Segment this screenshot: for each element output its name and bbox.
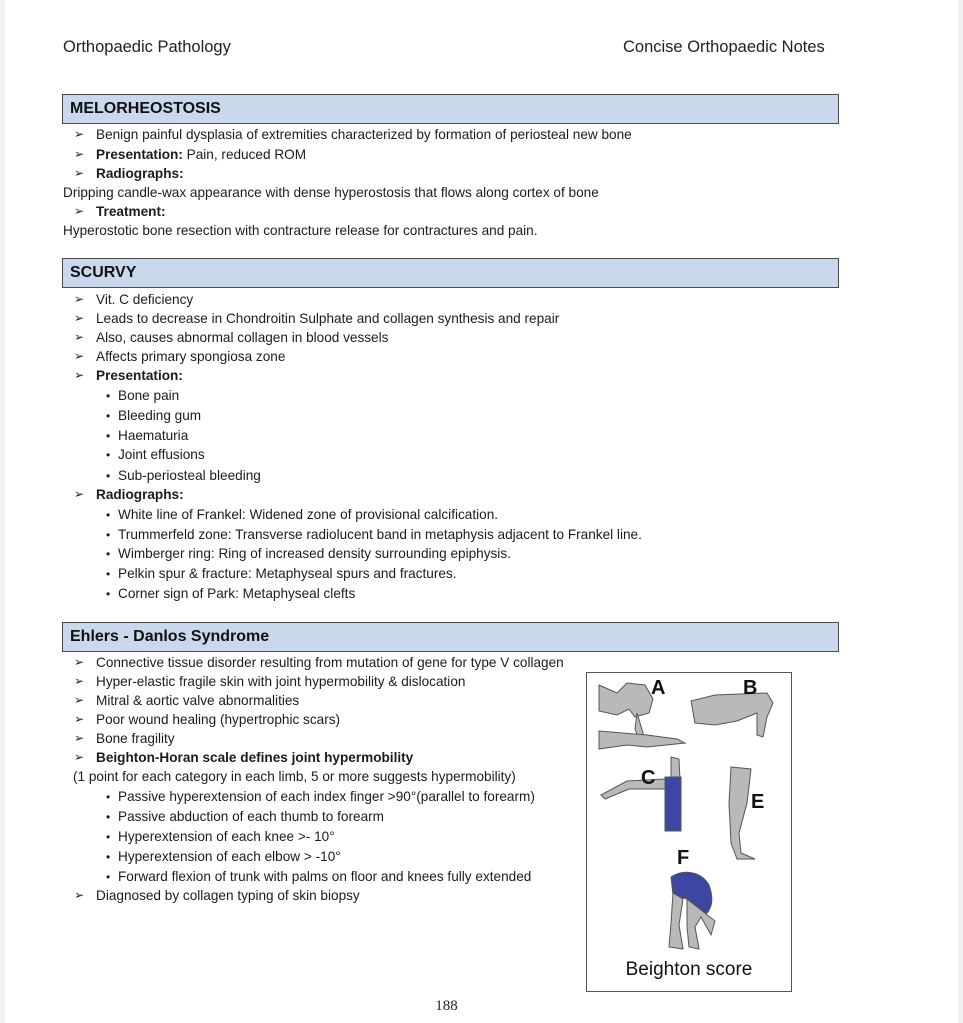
list-item [96,145,306,164]
presentation-label: Presentation: [96,368,183,383]
dot-bullet-icon: • [106,508,111,522]
panel-b-thumb-icon [691,693,773,737]
arrow-bullet-icon: ➢ [74,888,85,902]
radiographs-label: Radiographs: [96,166,184,181]
dot-bullet-icon: • [106,389,111,403]
radiographs-text: Dripping candle-wax appearance with dense hyperostosis that flows along cortex of bone [63,185,599,200]
list-item: Vit. C deficiency [96,292,194,307]
dot-bullet-icon: • [106,870,111,884]
arrow-bullet-icon: ➢ [74,311,85,325]
figure-label-b: B [743,677,758,699]
sub-list-item: • Corner sign of Park: Metaphyseal clefts [106,584,355,604]
dot-bullet-icon: • [106,448,111,462]
arrow-bullet-icon: ➢ [74,487,85,501]
running-header-right: Concise Orthopaedic Notes [623,38,825,56]
arrow-bullet-icon: ➢ [74,292,85,306]
figure-label-c: C [641,767,656,789]
list-item [96,164,184,183]
list-item: Benign painful dysplasia of extremities characterized by formation of periosteal new bone [96,127,632,142]
sub-list-item: • Bone pain [106,386,179,406]
dot-bullet-icon: • [106,830,111,844]
arrow-bullet-icon: ➢ [74,330,85,344]
list-item: Poor wound healing (hypertrophic scars) [96,712,341,727]
dot-bullet-icon: • [106,790,111,804]
beighton-score-figure [586,672,792,992]
dot-bullet-icon: • [106,587,111,601]
dot-bullet-icon: • [106,528,111,542]
dot-bullet-icon: • [106,429,111,443]
arrow-bullet-icon: ➢ [74,349,85,363]
sub-list-item: • White line of Frankel: Widened zone of provisional calcification. [106,505,498,525]
sub-list-item: • Haematuria [106,426,188,446]
dot-bullet-icon: • [106,547,111,561]
list-item: Bone fragility [96,731,175,746]
sub-list-item: • Passive hyperextension of each index finger >90°(parallel to forearm) [106,787,535,807]
sub-list-item: • Hyperextension of each elbow > -10° [106,847,341,867]
arrow-bullet-icon: ➢ [74,655,85,669]
list-item [96,485,184,504]
sub-list-item: • Passive abduction of each thumb to forearm [106,807,384,827]
sub-list-item: • Wimberger ring: Ring of increased density surrounding epiphysis. [106,544,511,564]
beighton-label: Beighton-Horan scale defines joint hypermobility [96,750,414,765]
presentation-label: Presentation: [96,147,183,162]
sub-list-item: • Forward flexion of trunk with palms on floor and knees fully extended [106,867,531,887]
arrow-bullet-icon: ➢ [74,127,85,141]
page-edge-right [958,0,963,1023]
arrow-bullet-icon: ➢ [74,166,85,180]
beighton-note: (1 point for each category in each limb, 5 or more suggests hypermobility) [73,769,516,784]
arrow-bullet-icon: ➢ [74,368,85,382]
arrow-bullet-icon: ➢ [74,712,85,726]
page-number: 188 [435,998,458,1014]
list-item: Mitral & aortic valve abnormalities [96,693,300,708]
treatment-label: Treatment: [96,204,166,219]
dot-bullet-icon: • [106,469,111,483]
sub-list-item: • Pelkin spur & fracture: Metaphyseal spurs and fractures. [106,564,457,584]
page-edge-left [0,0,5,1023]
sub-list-item: • Hyperextension of each knee >- 10° [106,827,335,847]
figure-label-f: F [677,847,690,869]
sub-list-item: • Sub-periosteal bleeding [106,466,261,486]
presentation-text: Pain, reduced ROM [182,147,307,162]
list-item [96,202,166,221]
list-item: Connective tissue disorder resulting from mutation of gene for type V collagen [96,655,564,670]
arrow-bullet-icon: ➢ [74,693,85,707]
dot-bullet-icon: • [106,567,111,581]
list-item: Leads to decrease in Chondroitin Sulphate and collagen synthesis and repair [96,311,560,326]
panel-f-trunk-icon [669,872,715,949]
arrow-bullet-icon: ➢ [74,204,85,218]
figure-caption: Beighton score [625,959,753,980]
list-item: Diagnosed by collagen typing of skin biopsy [96,888,360,903]
arrow-bullet-icon: ➢ [74,750,85,764]
sub-list-item: • Joint effusions [106,445,205,465]
panel-a-finger-icon [599,683,685,749]
running-header-left: Orthopaedic Pathology [63,38,231,56]
dot-bullet-icon: • [106,850,111,864]
figure-label-a: A [651,677,666,699]
section-title-melorheostosis: MELORHEOSTOSIS [62,94,839,124]
beighton-illustration [587,673,791,991]
dot-bullet-icon: • [106,810,111,824]
radiographs-label: Radiographs: [96,487,184,502]
treatment-text: Hyperostotic bone resection with contracture release for contractures and pain. [63,223,538,238]
section-title-ehlers-danlos: Ehlers - Danlos Syndrome [62,622,839,652]
list-item [96,748,413,767]
sub-list-item: • Trummerfeld zone: Transverse radiolucent band in metaphysis adjacent to Frankel line. [106,525,642,545]
sub-list-item: • Bleeding gum [106,406,201,426]
section-title-scurvy: SCURVY [62,258,839,288]
list-item: Hyper-elastic fragile skin with joint hypermobility & dislocation [96,674,466,689]
dot-bullet-icon: • [106,409,111,423]
list-item: Also, causes abnormal collagen in blood vessels [96,330,389,345]
arrow-bullet-icon: ➢ [74,731,85,745]
figure-label-e: E [751,791,765,813]
list-item [96,366,183,385]
arrow-bullet-icon: ➢ [74,147,85,161]
arrow-bullet-icon: ➢ [74,674,85,688]
list-item: Affects primary spongiosa zone [96,349,286,364]
